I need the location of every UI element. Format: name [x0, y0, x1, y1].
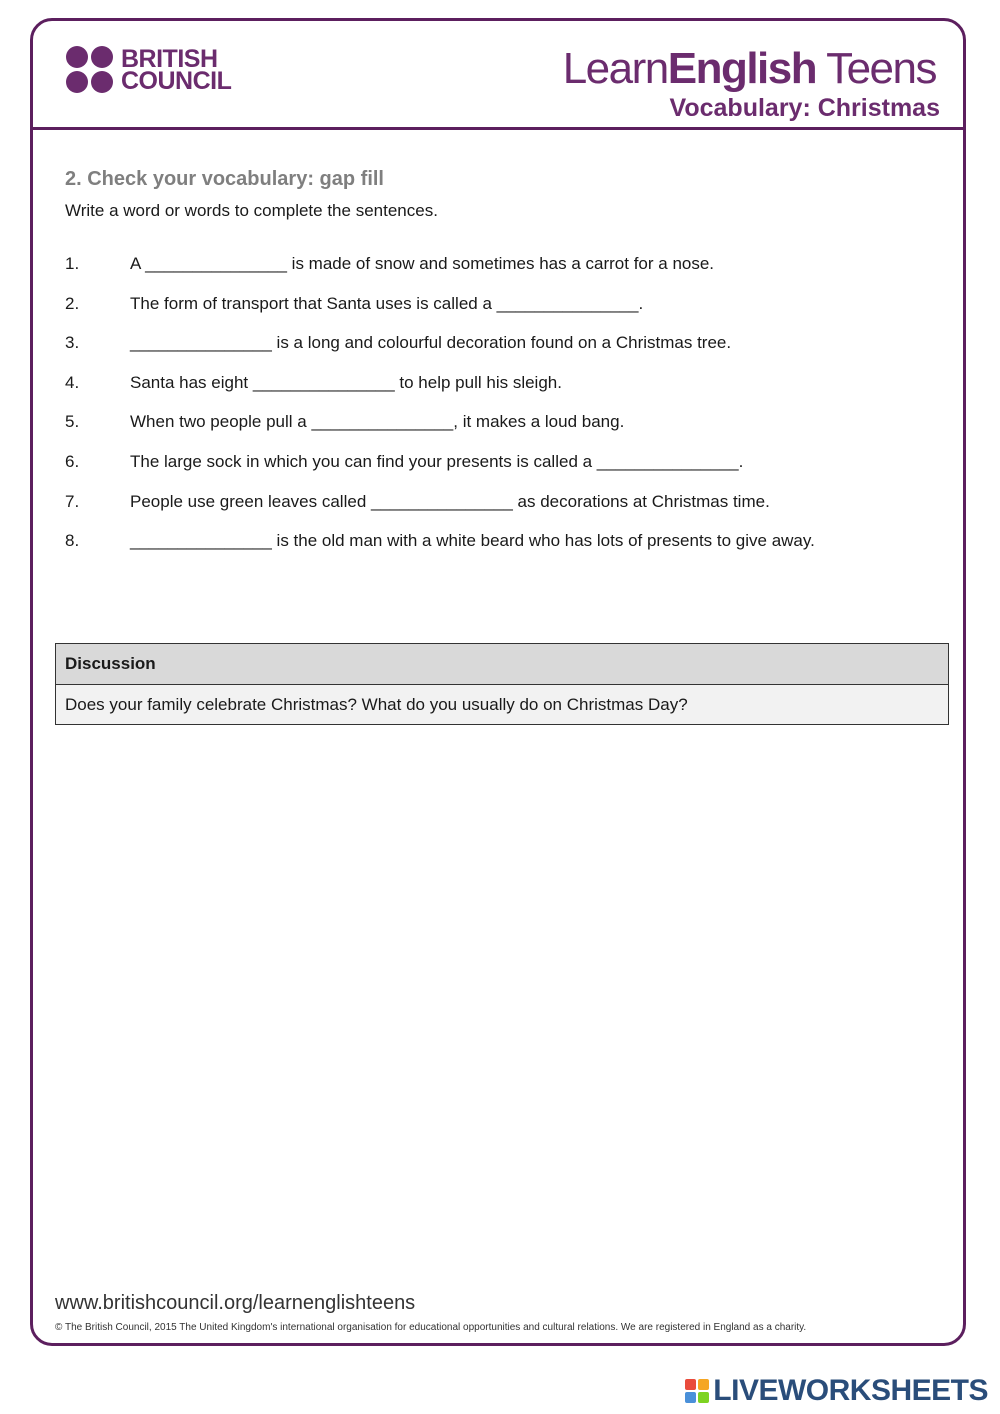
- footer-url: www.britishcouncil.org/learnenglishteens: [55, 1292, 416, 1314]
- item-number: 2.: [65, 293, 80, 313]
- item-number: 4.: [65, 372, 80, 392]
- gap-fill-item: [65, 372, 945, 412]
- liveworksheets-wordmark: LIVEWORKSHEETS: [713, 1374, 988, 1407]
- worksheet-title: Vocabulary: Christmas: [669, 94, 940, 122]
- british-council-dots-icon: [66, 46, 113, 93]
- item-sentence: _______________ is the old man with a white beard who has lots of presents to give away.: [130, 531, 815, 551]
- liveworksheets-blocks-icon: [685, 1379, 709, 1403]
- item-number: 8.: [65, 531, 80, 551]
- copyright-notice: © The British Council, 2015 The United Kingdom's international organisation for educational opportunities and cultural relations. We are registered in England as a charity.: [55, 1322, 807, 1333]
- learnenglish-teens-logo: [563, 44, 936, 94]
- item-sentence: The form of transport that Santa uses is called a _______________.: [130, 293, 644, 313]
- gap-fill-item: [65, 451, 945, 491]
- discussion-box: [55, 643, 949, 725]
- item-sentence: When two people pull a _______________, it makes a loud bang.: [130, 412, 625, 432]
- header-divider: [30, 127, 966, 130]
- gap-fill-item: [65, 491, 945, 531]
- gap-fill-item: [65, 411, 945, 451]
- item-number: 5.: [65, 412, 80, 432]
- gap-fill-list: [65, 253, 945, 570]
- exercise-title: 2. Check your vocabulary: gap fill: [65, 168, 384, 190]
- british-council-wordmark: [121, 44, 232, 95]
- item-sentence: A _______________ is made of snow and sometimes has a carrot for a nose.: [130, 254, 715, 273]
- brand-learn: Learn: [562, 44, 668, 93]
- gap-fill-item: [65, 253, 945, 293]
- item-sentence: _______________ is a long and colourful decoration found on a Christmas tree.: [130, 333, 732, 353]
- item-sentence: The large sock in which you can find your presents is called a _______________.: [130, 451, 744, 471]
- british-council-logo: [66, 46, 231, 93]
- liveworksheets-logo: [685, 1374, 988, 1408]
- gap-fill-item: [65, 293, 945, 333]
- discussion-prompt: Does your family celebrate Christmas? What do you usually do on Christmas Day?: [56, 685, 948, 724]
- brand-teens: Teens: [826, 44, 936, 93]
- exercise-instructions: Write a word or words to complete the sentences.: [65, 201, 438, 220]
- item-number: 1.: [65, 254, 80, 273]
- org-line2: COUNCIL: [121, 66, 232, 95]
- gap-fill-item: [65, 530, 945, 570]
- item-number: 6.: [65, 451, 80, 471]
- gap-fill-item: [65, 332, 945, 372]
- item-number: 3.: [65, 333, 80, 353]
- org-line1: BRITISH: [121, 44, 218, 73]
- brand-english: English: [667, 44, 817, 93]
- discussion-heading: Discussion: [56, 644, 948, 685]
- item-number: 7.: [65, 491, 80, 511]
- item-sentence: People use green leaves called _______________ as decorations at Christmas time.: [130, 491, 770, 511]
- item-sentence: Santa has eight _______________ to help pull his sleigh.: [130, 372, 562, 392]
